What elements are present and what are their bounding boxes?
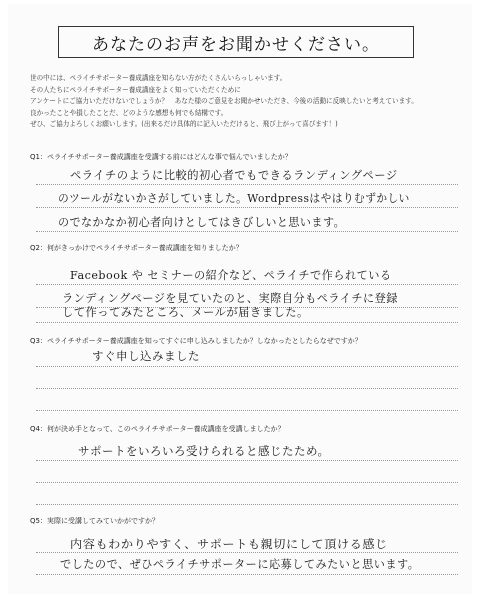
- intro-line: 世の中には、ペライチサポーター養成講座を知らない方がたくさんいらっしゃいます。: [30, 74, 287, 82]
- answer-rule: [36, 410, 458, 411]
- intro-line: ぜひ、ご協力よろしくお願いします。(出来るだけ具体的に記入いただけると、飛び上がって喜びます！): [30, 120, 338, 128]
- answer-rule: [36, 388, 458, 389]
- answer-1-line-3: のでなかなか初心者向けとしてはきびしいと思います。: [58, 215, 346, 229]
- answer-rule: [36, 207, 458, 208]
- answer-rule: [36, 184, 458, 185]
- answer-2-line-3: して作ってみたところ、メールが届きました。: [62, 305, 309, 319]
- question-4-label: Q4：何が決め手となって、このペライチサポーター養成講座を受講しましたか？: [30, 425, 285, 433]
- intro-line: アンケートにご協力いただけないでしょうか？ あなた様のご意見をお聞かせいただき、今後の活動に反映したいと考えています。: [30, 97, 418, 105]
- answer-1-line-1: ペライチのように比較的初心者でもできるランディングページ: [70, 168, 398, 182]
- question-1-label: Q1：ペライチサポーター養成講座を受講する前にはどんな事で悩んでいましたか？: [30, 153, 292, 161]
- answer-3-line-1: すぐ申し込みました: [92, 349, 200, 363]
- answer-rule: [36, 284, 458, 285]
- answer-rule: [36, 460, 458, 461]
- answer-4-line-1: サポートをいろいろ受けられると感じたため。: [78, 444, 330, 458]
- answer-5-line-1: 内容もわかりやすく、サポートも親切にして頂ける感じ: [70, 537, 388, 551]
- answer-rule: [36, 504, 458, 505]
- intro-text: [30, 73, 460, 131]
- intro-line: その人たちにペライチサポーター養成講座をよく知っていただくために: [30, 85, 241, 94]
- page-title: あなたのお声をお聞かせください。: [58, 26, 414, 58]
- question-2-label: Q2：何がきっかけでペライチサポーター養成講座を知りましたか？: [30, 244, 243, 252]
- answer-rule: [36, 366, 458, 367]
- answer-5-line-2: でしたので、ぜひペライチサポーターに応募してみたいと思います。: [60, 557, 420, 571]
- answer-1-line-2: のツールがないかさがしていました。Wordpressはやはりむずかしい: [58, 191, 410, 205]
- answer-rule: [36, 482, 458, 483]
- answer-2-line-2: ランディングページを見ていたのと、実際自分もペライチに登録: [62, 291, 398, 305]
- answer-rule: [36, 552, 458, 553]
- answer-2-line-1: Facebook や セミナーの紹介など、ペライチで作られている: [70, 268, 392, 282]
- answer-rule: [36, 231, 458, 232]
- question-3-label: Q3：ペライチサポーター養成講座を知ってすぐに申し込みしましたか？しなかったとしたらなぜですか？: [30, 337, 362, 345]
- answer-rule: [36, 322, 458, 323]
- question-5-label: Q5：実際に受講してみていかがですか？: [30, 517, 159, 525]
- intro-line: 良かったことや損したことだ、どのような感想も何でも結構です。: [30, 108, 228, 117]
- answer-rule: [36, 574, 458, 575]
